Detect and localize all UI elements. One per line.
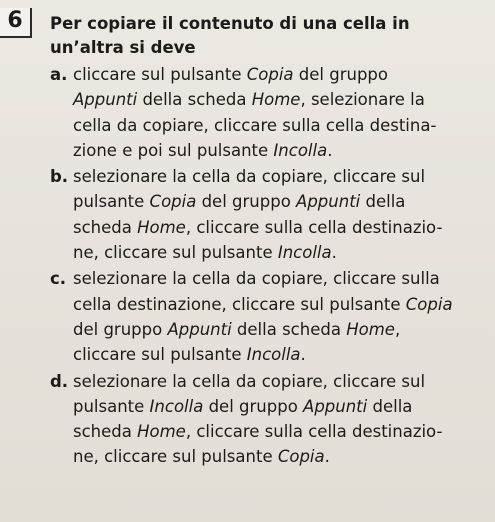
option-letter: d. — [50, 371, 69, 391]
option-text-run: della scheda — [137, 90, 252, 110]
option-italic-term: Incolla — [246, 345, 301, 365]
option-line — [73, 189, 490, 214]
option-letter: c. — [50, 269, 67, 289]
option-text-run: ne, cliccare sul pulsante — [73, 243, 278, 263]
option-text-run: selezionare la cella da copiare, cliccare sulla — [73, 269, 440, 289]
option-text-run: selezionare la cella da copiare, cliccare sul — [73, 371, 426, 391]
option-text-run: , cliccare sulla cella destinazio- — [185, 217, 443, 237]
option-italic-term: Appunti — [167, 319, 232, 339]
option-line — [73, 444, 490, 469]
option-text-run: del gruppo — [73, 319, 168, 339]
option-line — [73, 215, 490, 240]
option-line — [73, 62, 490, 87]
option-text-run: pulsante — [73, 192, 150, 212]
option-line — [73, 317, 490, 342]
option-d — [50, 369, 490, 470]
option-text-run: scheda — [73, 217, 138, 237]
option-italic-term: Home — [346, 319, 395, 339]
option-text-run: ne, cliccare sul pulsante — [73, 447, 278, 467]
option-italic-term: Copia — [149, 192, 197, 212]
option-italic-term: Copia — [405, 294, 453, 314]
option-text — [73, 369, 490, 470]
option-italic-term: Home — [137, 422, 186, 442]
option-line — [73, 266, 490, 291]
option-line — [73, 113, 490, 138]
option-text-run: , selezionare la — [300, 90, 425, 110]
option-line — [73, 394, 490, 419]
option-text-run: , cliccare sulla cella destinazio- — [185, 422, 443, 442]
option-italic-term: Appunti — [296, 192, 361, 212]
option-text-run: , — [394, 319, 401, 339]
option-line — [73, 240, 490, 265]
option-text-run: . — [331, 243, 337, 263]
stem-line: Per copiare il contenuto di una cella in — [50, 14, 410, 33]
option-text — [73, 62, 490, 163]
option-c — [50, 266, 490, 367]
question-number-box — [0, 8, 32, 38]
option-letter: b. — [50, 167, 69, 187]
option-line — [73, 164, 490, 189]
option-italic-term: Appunti — [73, 90, 138, 110]
option-letter: a. — [50, 65, 68, 84]
option-text-run: . — [324, 447, 330, 467]
option-line — [73, 87, 490, 112]
option-text-run: della scheda — [231, 319, 347, 339]
option-italic-term: Incolla — [273, 140, 328, 160]
option-text-run: zione e poi sul pulsante — [73, 140, 274, 160]
option-italic-term: Home — [251, 90, 301, 110]
option-text-run: cliccare sul pulsante — [73, 345, 247, 365]
option-a — [50, 62, 490, 163]
option-text-run: . — [327, 140, 333, 160]
option-text-run: . — [300, 345, 306, 365]
option-line — [73, 369, 490, 394]
option-text-run: pulsante — [73, 396, 150, 416]
option-line — [73, 292, 490, 317]
option-text-run: cliccare sul pulsante — [73, 65, 247, 84]
option-line — [73, 138, 490, 163]
option-text-run: del gruppo — [293, 65, 389, 84]
option-text-run: scheda — [73, 422, 138, 442]
option-text — [73, 164, 490, 265]
option-italic-term: Copia — [246, 65, 294, 84]
option-text-run: del gruppo — [203, 396, 304, 416]
question-number: 6 — [7, 8, 23, 33]
option-text — [73, 266, 490, 367]
option-italic-term: Incolla — [277, 243, 332, 263]
option-line — [73, 419, 490, 444]
stem-line: un’altra si deve — [50, 38, 196, 57]
option-text-run: selezionare la cella da copiare, cliccare sul — [73, 167, 426, 187]
option-italic-term: Copia — [277, 447, 325, 467]
question-stem — [50, 12, 480, 60]
option-line — [73, 342, 490, 367]
option-italic-term: Appunti — [303, 396, 368, 416]
answer-options — [50, 62, 490, 470]
option-italic-term: Incolla — [149, 396, 204, 416]
option-text-run: del gruppo — [196, 192, 297, 212]
option-italic-term: Home — [137, 217, 186, 237]
option-text-run: della — [360, 192, 406, 212]
option-text-run: cella destinazione, cliccare sul pulsante — [73, 294, 406, 314]
option-text-run: cella da copiare, cliccare sulla cella destina- — [73, 115, 437, 135]
option-b — [50, 164, 490, 265]
option-text-run: della — [367, 396, 413, 416]
